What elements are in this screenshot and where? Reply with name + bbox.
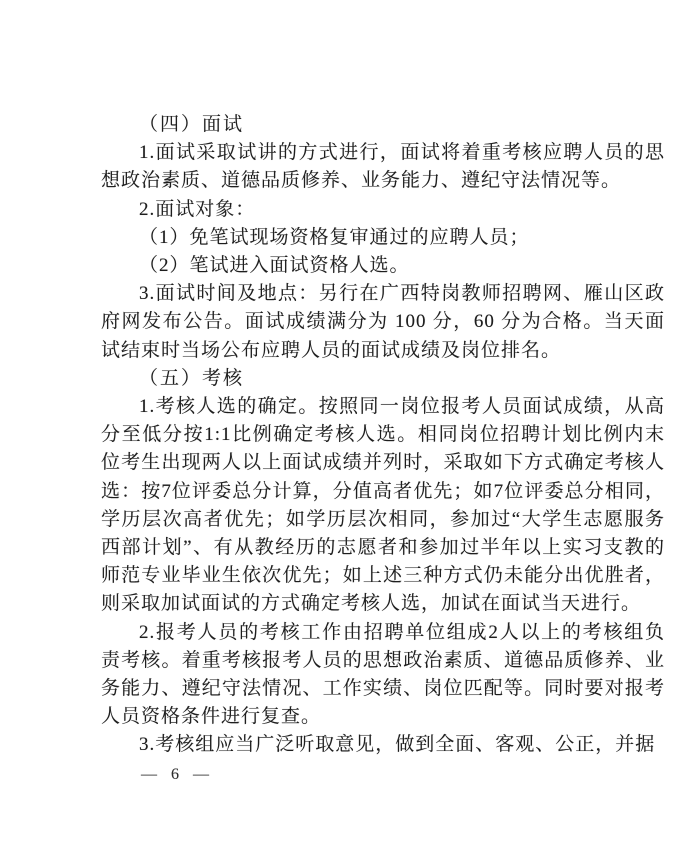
paragraph-assessment-selection: 1.考核人选的确定。按照同一岗位报考人员面试成绩，从高分至低分按1:1比例确定考核人选。相同岗位招聘计划比例内末位考生出现两人以上面试成绩并列时，采取如下方式确定考核人选：按7位评委总分计算，分值高者优先；如7位评委总分相同，学历层次高者优先；如学历层次相同，参加过“大学生志愿服务西部计划”、有从教经历的志愿者和参加过半年以上实习支教的师范专业毕业生依次优先；如上述三种方式仍未能分出优胜者，则采取加试面试的方式确定考核人选，加试在面试当天进行。: [101, 396, 665, 615]
paragraph-interview-method: 1.面试采取试讲的方式进行，面试将着重考核应聘人员的思想政治素质、道德品质修养、业务能力、遵纪守法情况等。: [101, 142, 665, 192]
page-number: — 6 —: [141, 766, 214, 783]
paragraph-assessment-group: 2.报考人员的考核工作由招聘单位组成2人以上的考核组负责考核。着重考核报考人员的思想政治素质、道德品质修养、业务能力、遵纪守法情况、工作实绩、岗位匹配等。同时要对报考人员资格条件进行复查。: [101, 621, 665, 728]
paragraph-assessment-opinions: 3.考核组应当广泛听取意见，做到全面、客观、公正，并据: [139, 734, 656, 756]
section-heading-interview: （四）面试: [139, 114, 245, 135]
paragraph-interview-time-place: 3.面试时间及地点：另行在广西特岗教师招聘网、雁山区政府网发布公告。面试成绩满分为 100 分，60 分为合格。当天面试结束时当场公布应聘人员的面试成绩及岗位排名。: [101, 283, 665, 361]
document-body: [101, 111, 665, 760]
section-heading-assessment: （五）考核: [139, 367, 245, 389]
paragraph-target-item-2: （2）笔试进入面试资格人选。: [139, 255, 410, 277]
paragraph-interview-targets: 2.面试对象：: [139, 198, 256, 220]
paragraph-target-item-1: （1）免笔试现场资格复审通过的应聘人员；: [139, 226, 530, 248]
